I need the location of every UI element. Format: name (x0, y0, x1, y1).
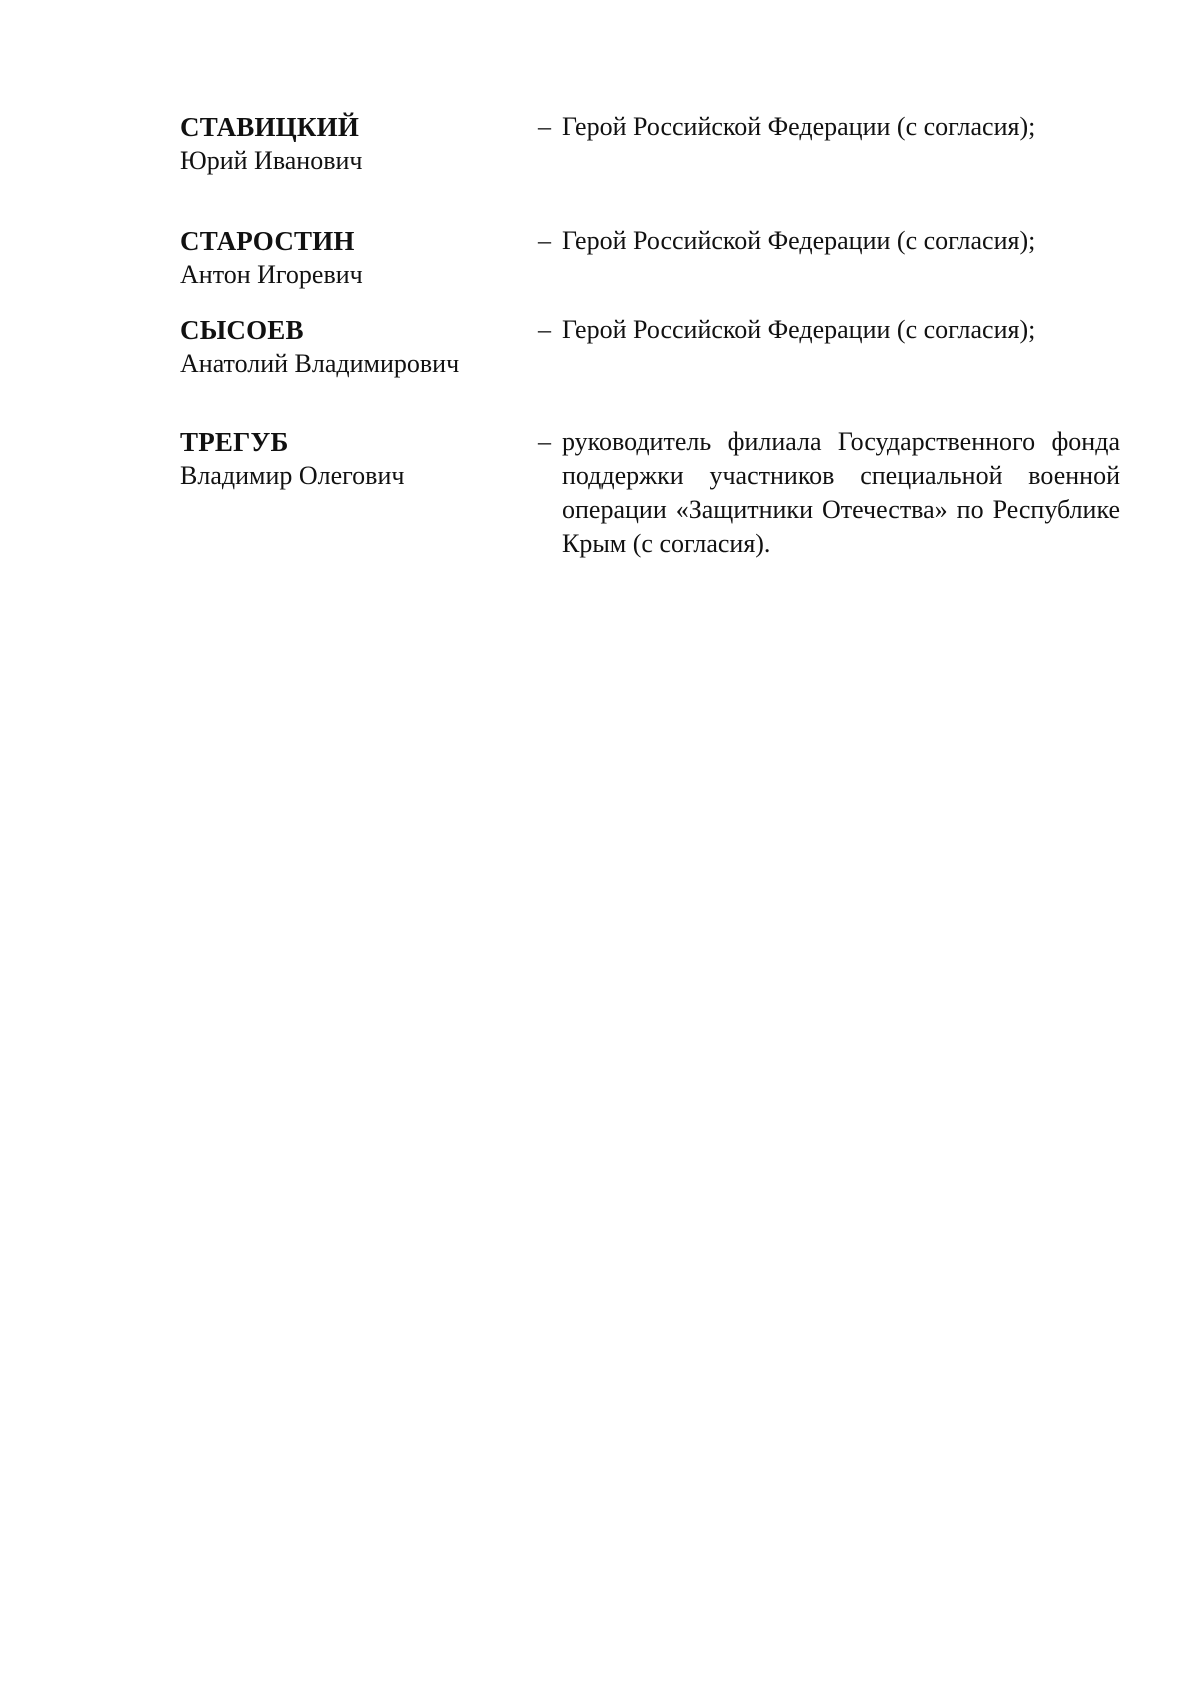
member-surname: СТАВИЦКИЙ (180, 112, 360, 142)
member-role (538, 425, 1120, 561)
member-surname: СТАРОСТИН (180, 226, 355, 256)
member-given-name: Анатолий Владимирович (180, 349, 460, 378)
member-given-name: Антон Игоревич (180, 260, 363, 289)
member-surname: СЫСОЕВ (180, 315, 304, 345)
member-name (180, 425, 520, 493)
role-text: Герой Российской Федерации (с согласия); (562, 226, 1036, 255)
role-dash: – (538, 315, 551, 344)
member-given-name: Владимир Олегович (180, 461, 405, 490)
role-text: Герой Российской Федерации (с согласия); (562, 315, 1036, 344)
member-role (538, 224, 1120, 258)
member-name (180, 224, 520, 292)
role-dash: – (538, 112, 551, 141)
member-given-name: Юрий Иванович (180, 146, 363, 175)
role-dash: – (538, 427, 551, 456)
member-name (180, 110, 520, 178)
member-role (538, 313, 1120, 347)
role-dash: – (538, 226, 551, 255)
member-name (180, 313, 520, 381)
member-role (538, 110, 1120, 144)
member-surname: ТРЕГУБ (180, 427, 289, 457)
role-text: Герой Российской Федерации (с согласия); (562, 112, 1036, 141)
role-text: руководитель филиала Государственного фонда поддержки участников специальной военной операции «Защитники Отечества» по Республике Крым (с согласия). (562, 427, 1120, 558)
